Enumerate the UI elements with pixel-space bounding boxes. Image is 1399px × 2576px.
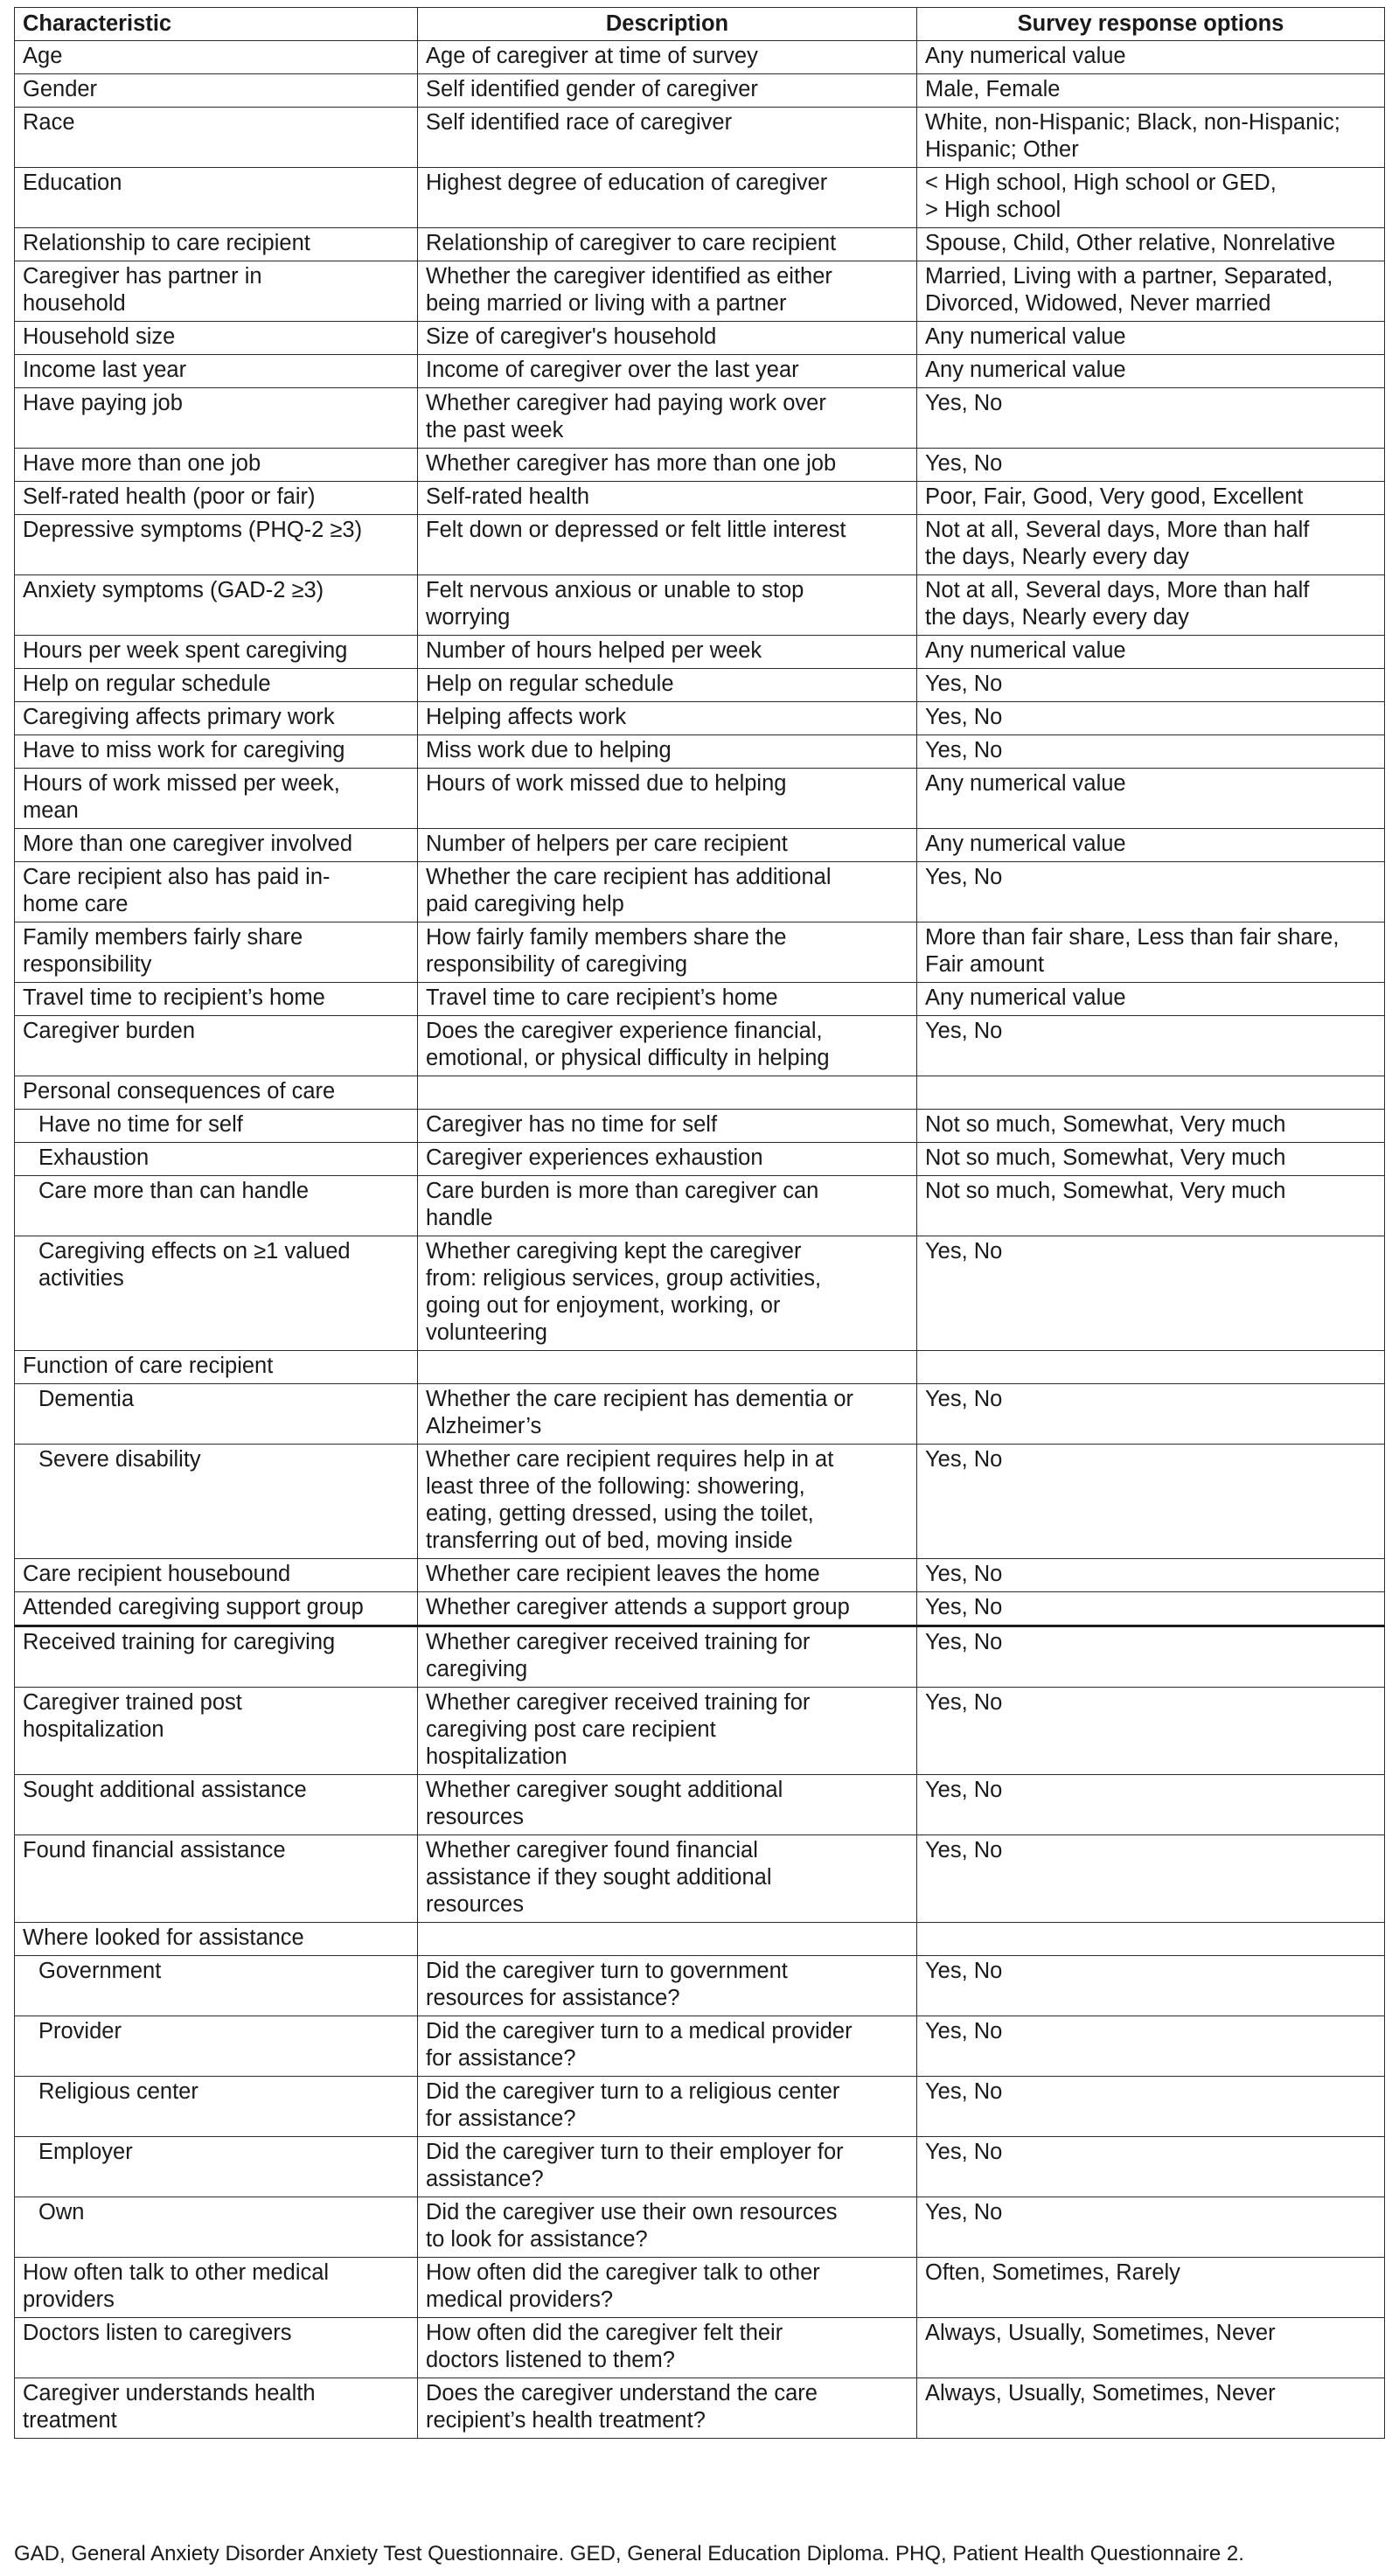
- cell-characteristic: Relationship to care recipient: [15, 228, 418, 261]
- table-row: [15, 515, 1385, 575]
- table-row: [15, 41, 1385, 74]
- table-row: [15, 1176, 1385, 1236]
- cell-characteristic: Doctors listen to caregivers: [15, 2318, 418, 2378]
- cell-description: Self identified gender of caregiver: [418, 74, 917, 108]
- cell-survey-response-options: Married, Living with a partner, Separated, Divorced, Widowed, Never married: [917, 261, 1385, 322]
- cell-characteristic: Education: [15, 168, 418, 228]
- cell-survey-response-options: Always, Usually, Sometimes, Never: [917, 2318, 1385, 2378]
- cell-description: Does the caregiver understand the care recipient’s health treatment?: [418, 2378, 917, 2439]
- table-row: [15, 2137, 1385, 2197]
- table-row: [15, 769, 1385, 829]
- cell-description: Miss work due to helping: [418, 735, 917, 769]
- table-row: [15, 1626, 1385, 1688]
- cell-description: Size of caregiver's household: [418, 322, 917, 355]
- cell-survey-response-options: Not so much, Somewhat, Very much: [917, 1110, 1385, 1143]
- cell-survey-response-options: Yes, No: [917, 1559, 1385, 1592]
- cell-survey-response-options: Not so much, Somewhat, Very much: [917, 1143, 1385, 1176]
- cell-description: Whether caregiving kept the caregiver from: religious services, group activities, going out for enjoyment, working, or volunteering: [418, 1236, 917, 1351]
- table-row: [15, 355, 1385, 388]
- table-row: [15, 2077, 1385, 2137]
- cell-description: Whether the care recipient has dementia or Alzheimer’s: [418, 1384, 917, 1445]
- cell-survey-response-options: Yes, No: [917, 862, 1385, 922]
- cell-characteristic: Employer: [15, 2137, 418, 2197]
- table-row: [15, 1076, 1385, 1110]
- cell-description: Did the caregiver turn to government resources for assistance?: [418, 1956, 917, 2016]
- table-body: [15, 41, 1385, 2439]
- table-row: [15, 669, 1385, 702]
- cell-survey-response-options: Yes, No: [917, 702, 1385, 735]
- cell-survey-response-options: Yes, No: [917, 1626, 1385, 1688]
- cell-description: Did the caregiver turn to their employer for assistance?: [418, 2137, 917, 2197]
- cell-description: Did the caregiver use their own resources to look for assistance?: [418, 2197, 917, 2258]
- cell-characteristic: Caregiver trained post hospitalization: [15, 1688, 418, 1775]
- cell-survey-response-options: Yes, No: [917, 2137, 1385, 2197]
- cell-description: Whether caregiver sought additional resources: [418, 1775, 917, 1835]
- cell-characteristic: Caregiver understands health treatment: [15, 2378, 418, 2439]
- table-row: [15, 636, 1385, 669]
- cell-survey-response-options: < High school, High school or GED, > High school: [917, 168, 1385, 228]
- table-row: [15, 1688, 1385, 1775]
- table-row: [15, 1592, 1385, 1626]
- cell-characteristic: More than one caregiver involved: [15, 829, 418, 862]
- table-row: [15, 1016, 1385, 1076]
- cell-description: Travel time to care recipient’s home: [418, 983, 917, 1016]
- table-row: [15, 1445, 1385, 1559]
- cell-survey-response-options: Any numerical value: [917, 983, 1385, 1016]
- cell-survey-response-options: Yes, No: [917, 2077, 1385, 2137]
- cell-description: Whether caregiver received training for caregiving post care recipient hospitalization: [418, 1688, 917, 1775]
- cell-description: How often did the caregiver felt their doctors listened to them?: [418, 2318, 917, 2378]
- cell-characteristic: Have to miss work for caregiving: [15, 735, 418, 769]
- cell-survey-response-options: Yes, No: [917, 388, 1385, 449]
- table-row: [15, 1923, 1385, 1956]
- cell-characteristic: Function of care recipient: [15, 1351, 418, 1384]
- cell-survey-response-options: White, non-Hispanic; Black, non-Hispanic; Hispanic; Other: [917, 108, 1385, 168]
- cell-description: Number of helpers per care recipient: [418, 829, 917, 862]
- cell-description: Income of caregiver over the last year: [418, 355, 917, 388]
- table-row: [15, 1143, 1385, 1176]
- cell-description: Age of caregiver at time of survey: [418, 41, 917, 74]
- cell-characteristic: Exhaustion: [15, 1143, 418, 1176]
- table-row: [15, 482, 1385, 515]
- table-row: [15, 702, 1385, 735]
- cell-survey-response-options: Yes, No: [917, 1016, 1385, 1076]
- cell-description: Help on regular schedule: [418, 669, 917, 702]
- table-row: [15, 2318, 1385, 2378]
- cell-characteristic: Income last year: [15, 355, 418, 388]
- cell-description: Caregiver has no time for self: [418, 1110, 917, 1143]
- table-row: [15, 829, 1385, 862]
- cell-characteristic: Caregiving effects on ≥1 valued activities: [15, 1236, 418, 1351]
- cell-description: How often did the caregiver talk to other medical providers?: [418, 2258, 917, 2318]
- cell-characteristic: Household size: [15, 322, 418, 355]
- cell-description: Does the caregiver experience financial, emotional, or physical difficulty in helping: [418, 1016, 917, 1076]
- table-row: [15, 2197, 1385, 2258]
- table-row: [15, 108, 1385, 168]
- cell-survey-response-options: Always, Usually, Sometimes, Never: [917, 2378, 1385, 2439]
- table-row: [15, 2378, 1385, 2439]
- cell-characteristic: Religious center: [15, 2077, 418, 2137]
- cell-description: Whether care recipient leaves the home: [418, 1559, 917, 1592]
- table-row: [15, 1835, 1385, 1923]
- cell-survey-response-options: Not at all, Several days, More than half the days, Nearly every day: [917, 575, 1385, 636]
- table-row: [15, 74, 1385, 108]
- cell-description: Felt down or depressed or felt little interest: [418, 515, 917, 575]
- cell-characteristic: Attended caregiving support group: [15, 1592, 418, 1626]
- cell-characteristic: Care recipient also has paid in- home care: [15, 862, 418, 922]
- header-description: Description: [418, 8, 917, 41]
- cell-survey-response-options: Yes, No: [917, 669, 1385, 702]
- table-row: [15, 228, 1385, 261]
- table-row: [15, 449, 1385, 482]
- cell-survey-response-options: Any numerical value: [917, 355, 1385, 388]
- cell-characteristic: Caregiver has partner in household: [15, 261, 418, 322]
- cell-survey-response-options: Any numerical value: [917, 769, 1385, 829]
- cell-description: Number of hours helped per week: [418, 636, 917, 669]
- cell-characteristic: Care more than can handle: [15, 1176, 418, 1236]
- cell-characteristic: Received training for caregiving: [15, 1626, 418, 1688]
- cell-survey-response-options: Yes, No: [917, 1592, 1385, 1626]
- cell-description: Whether caregiver had paying work over the past week: [418, 388, 917, 449]
- cell-description: Helping affects work: [418, 702, 917, 735]
- table-row: [15, 1956, 1385, 2016]
- cell-characteristic: Gender: [15, 74, 418, 108]
- cell-characteristic: Provider: [15, 2016, 418, 2077]
- cell-description: Whether care recipient requires help in at least three of the following: showering, eating, getting dressed, using the toilet, transferring out of bed, moving inside: [418, 1445, 917, 1559]
- cell-characteristic: Where looked for assistance: [15, 1923, 418, 1956]
- table-row: [15, 735, 1385, 769]
- cell-survey-response-options: Not so much, Somewhat, Very much: [917, 1176, 1385, 1236]
- cell-characteristic: Have paying job: [15, 388, 418, 449]
- cell-survey-response-options: Yes, No: [917, 2016, 1385, 2077]
- cell-survey-response-options: [917, 1076, 1385, 1110]
- cell-characteristic: Severe disability: [15, 1445, 418, 1559]
- table-row: [15, 1775, 1385, 1835]
- cell-survey-response-options: Yes, No: [917, 1775, 1385, 1835]
- cell-survey-response-options: Any numerical value: [917, 636, 1385, 669]
- cell-survey-response-options: Any numerical value: [917, 41, 1385, 74]
- cell-characteristic: Age: [15, 41, 418, 74]
- cell-characteristic: Hours per week spent caregiving: [15, 636, 418, 669]
- cell-characteristic: Have more than one job: [15, 449, 418, 482]
- cell-characteristic: Caregiver burden: [15, 1016, 418, 1076]
- cell-characteristic: Dementia: [15, 1384, 418, 1445]
- cell-survey-response-options: Yes, No: [917, 1956, 1385, 2016]
- cell-description: Whether caregiver attends a support group: [418, 1592, 917, 1626]
- cell-survey-response-options: [917, 1351, 1385, 1384]
- table-header-row: [15, 8, 1385, 41]
- cell-description: Did the caregiver turn to a medical provider for assistance?: [418, 2016, 917, 2077]
- cell-survey-response-options: Yes, No: [917, 2197, 1385, 2258]
- cell-survey-response-options: Any numerical value: [917, 829, 1385, 862]
- cell-characteristic: Anxiety symptoms (GAD-2 ≥3): [15, 575, 418, 636]
- table-row: [15, 862, 1385, 922]
- cell-characteristic: Family members fairly share responsibility: [15, 922, 418, 983]
- cell-characteristic: Own: [15, 2197, 418, 2258]
- table-row: [15, 983, 1385, 1016]
- cell-description: Highest degree of education of caregiver: [418, 168, 917, 228]
- table-row: [15, 388, 1385, 449]
- cell-description: [418, 1351, 917, 1384]
- cell-description: Care burden is more than caregiver can handle: [418, 1176, 917, 1236]
- cell-characteristic: Found financial assistance: [15, 1835, 418, 1923]
- table-row: [15, 1110, 1385, 1143]
- cell-characteristic: Caregiving affects primary work: [15, 702, 418, 735]
- table-row: [15, 2258, 1385, 2318]
- cell-survey-response-options: Yes, No: [917, 449, 1385, 482]
- cell-description: Whether the care recipient has additional paid caregiving help: [418, 862, 917, 922]
- table-footnote: GAD, General Anxiety Disorder Anxiety Test Questionnaire. GED, General Education Diploma. PHQ, Patient Health Questionnaire 2.: [14, 2542, 1244, 2566]
- cell-description: Whether the caregiver identified as either being married or living with a partner: [418, 261, 917, 322]
- cell-survey-response-options: Yes, No: [917, 1384, 1385, 1445]
- cell-description: Caregiver experiences exhaustion: [418, 1143, 917, 1176]
- cell-survey-response-options: Yes, No: [917, 1835, 1385, 1923]
- cell-description: Felt nervous anxious or unable to stop worrying: [418, 575, 917, 636]
- table-row: [15, 1351, 1385, 1384]
- cell-survey-response-options: Yes, No: [917, 735, 1385, 769]
- cell-characteristic: Have no time for self: [15, 1110, 418, 1143]
- cell-survey-response-options: Poor, Fair, Good, Very good, Excellent: [917, 482, 1385, 515]
- cell-characteristic: Travel time to recipient’s home: [15, 983, 418, 1016]
- cell-description: Whether caregiver received training for caregiving: [418, 1626, 917, 1688]
- header-survey-response-options: Survey response options: [917, 8, 1385, 41]
- cell-description: Self identified race of caregiver: [418, 108, 917, 168]
- cell-description: Hours of work missed due to helping: [418, 769, 917, 829]
- cell-description: Whether caregiver found financial assistance if they sought additional resources: [418, 1835, 917, 1923]
- cell-description: [418, 1923, 917, 1956]
- cell-description: [418, 1076, 917, 1110]
- table-row: [15, 1559, 1385, 1592]
- cell-characteristic: How often talk to other medical providers: [15, 2258, 418, 2318]
- cell-characteristic: Hours of work missed per week, mean: [15, 769, 418, 829]
- table-row: [15, 322, 1385, 355]
- cell-description: Relationship of caregiver to care recipient: [418, 228, 917, 261]
- survey-characteristics-table: [14, 7, 1385, 2439]
- table-row: [15, 2016, 1385, 2077]
- cell-survey-response-options: Not at all, Several days, More than half the days, Nearly every day: [917, 515, 1385, 575]
- cell-survey-response-options: Spouse, Child, Other relative, Nonrelative: [917, 228, 1385, 261]
- cell-survey-response-options: Any numerical value: [917, 322, 1385, 355]
- cell-description: Did the caregiver turn to a religious center for assistance?: [418, 2077, 917, 2137]
- cell-characteristic: Self-rated health (poor or fair): [15, 482, 418, 515]
- cell-description: Self-rated health: [418, 482, 917, 515]
- cell-survey-response-options: Male, Female: [917, 74, 1385, 108]
- header-characteristic: Characteristic: [15, 8, 418, 41]
- table-row: [15, 1384, 1385, 1445]
- cell-survey-response-options: More than fair share, Less than fair share, Fair amount: [917, 922, 1385, 983]
- cell-survey-response-options: Yes, No: [917, 1236, 1385, 1351]
- cell-survey-response-options: Often, Sometimes, Rarely: [917, 2258, 1385, 2318]
- table-row: [15, 261, 1385, 322]
- table-row: [15, 1236, 1385, 1351]
- cell-survey-response-options: Yes, No: [917, 1445, 1385, 1559]
- table-row: [15, 575, 1385, 636]
- table-row: [15, 168, 1385, 228]
- cell-description: Whether caregiver has more than one job: [418, 449, 917, 482]
- table-row: [15, 922, 1385, 983]
- cell-survey-response-options: [917, 1923, 1385, 1956]
- cell-description: How fairly family members share the responsibility of caregiving: [418, 922, 917, 983]
- cell-characteristic: Race: [15, 108, 418, 168]
- cell-characteristic: Care recipient housebound: [15, 1559, 418, 1592]
- cell-characteristic: Sought additional assistance: [15, 1775, 418, 1835]
- cell-characteristic: Help on regular schedule: [15, 669, 418, 702]
- cell-survey-response-options: Yes, No: [917, 1688, 1385, 1775]
- cell-characteristic: Government: [15, 1956, 418, 2016]
- cell-characteristic: Depressive symptoms (PHQ-2 ≥3): [15, 515, 418, 575]
- cell-characteristic: Personal consequences of care: [15, 1076, 418, 1110]
